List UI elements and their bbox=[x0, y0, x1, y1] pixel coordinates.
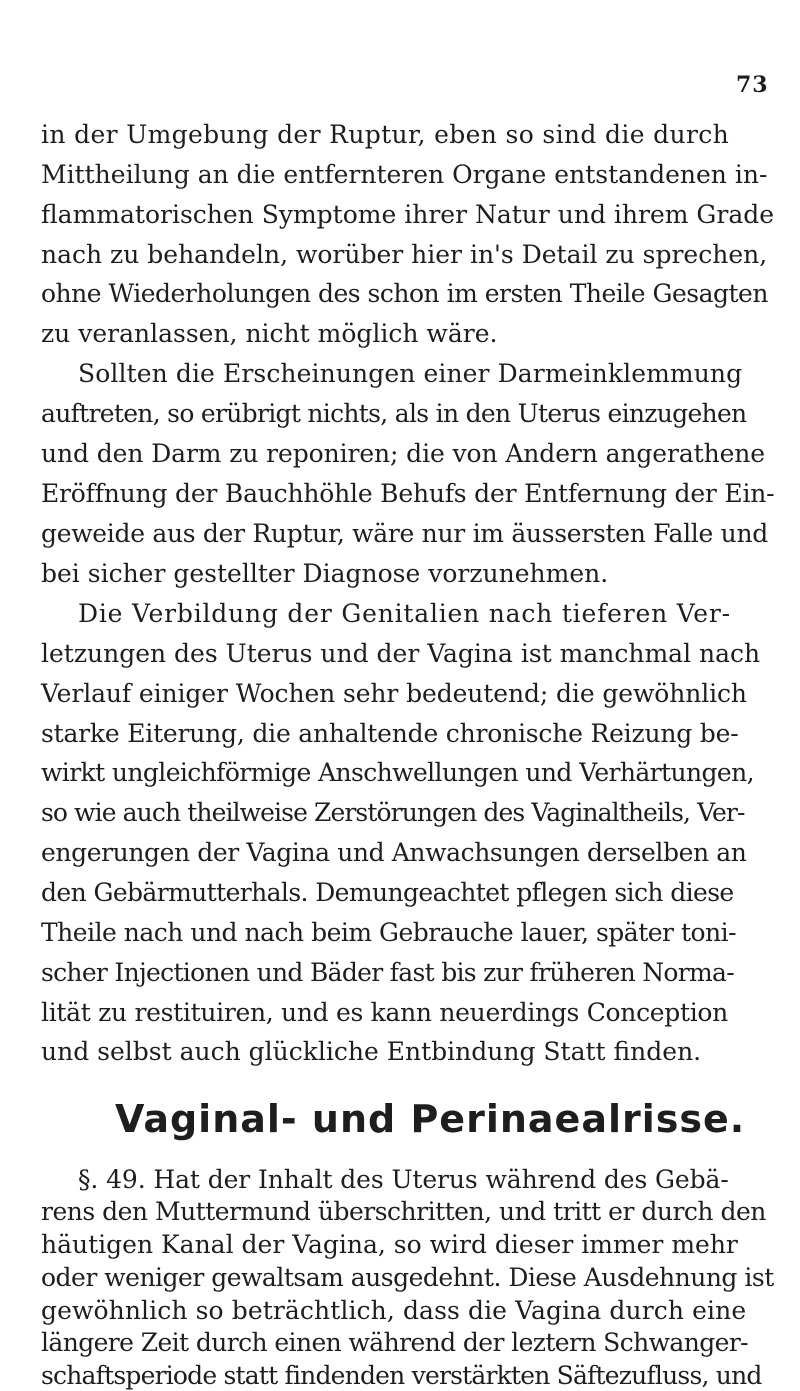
text-line: Eröffnung der Bauchhöhle Behufs der Entfernung der Ein- bbox=[41, 479, 775, 508]
text-line: so wie auch theilweise Zerstörungen des Vaginaltheils, Ver- bbox=[41, 798, 745, 827]
text-line: schaftsperiode statt findenden verstärkten Säftezufluss, und bbox=[41, 1361, 762, 1390]
page-number: 73 bbox=[736, 72, 769, 98]
text-line: starke Eiterung, die anhaltende chronische Reizung be- bbox=[41, 719, 739, 748]
text-line: in der Umgebung der Ruptur, eben so sind die durch bbox=[41, 120, 730, 149]
text-line: Theile nach und nach beim Gebrauche lauer, später toni- bbox=[41, 918, 737, 947]
text-line: §. 49. Hat der Inhalt des Uterus während des Gebä- bbox=[78, 1164, 729, 1194]
text-line: bei sicher gestellter Diagnose vorzunehmen. bbox=[41, 559, 609, 588]
text-line: Mittheilung an die entfernteren Organe entstandenen in- bbox=[41, 160, 768, 189]
text-line: lität zu restituiren, und es kann neuerdings Conception bbox=[41, 998, 728, 1027]
text-line: Verlauf einiger Wochen sehr bedeutend; die gewöhnlich bbox=[41, 679, 747, 708]
section-heading: Vaginal- und Perinaealrisse. bbox=[115, 1097, 746, 1141]
text-line: geweide aus der Ruptur, wäre nur im äussersten Falle und bbox=[41, 519, 768, 548]
text-line: nach zu behandeln, worüber hier in's Detail zu sprechen, bbox=[41, 240, 768, 269]
text-line: den Gebärmutterhals. Demungeachtet pflegen sich diese bbox=[41, 878, 734, 907]
text-line: wirkt ungleichförmige Anschwellungen und Verhärtungen, bbox=[41, 758, 754, 787]
text-line: Die Verbildung der Genitalien nach tieferen Ver- bbox=[78, 599, 731, 628]
text-line: oder weniger gewaltsam ausgedehnt. Diese Ausdehnung ist bbox=[41, 1262, 774, 1292]
text-line: zu veranlassen, nicht möglich wäre. bbox=[41, 319, 498, 348]
text-line: gewöhnlich so beträchtlich, dass die Vagina durch eine bbox=[41, 1295, 747, 1325]
text-line: auftreten, so erübrigt nichts, als in den Uterus einzugehen bbox=[41, 399, 747, 428]
text-line: letzungen des Uterus und der Vagina ist manchmal nach bbox=[41, 639, 761, 668]
text-line: und den Darm zu reponiren; die von Andern angerathene bbox=[41, 439, 765, 468]
text-line: ohne Wiederholungen des schon im ersten Theile Gesagten bbox=[41, 279, 768, 308]
text-line: häutigen Kanal der Vagina, so wird dieser immer mehr bbox=[41, 1230, 738, 1260]
text-line: flammatorischen Symptome ihrer Natur und ihrem Grade bbox=[41, 200, 775, 229]
text-line: längere Zeit durch einen während der leztern Schwanger- bbox=[41, 1328, 749, 1358]
text-line: Sollten die Erscheinungen einer Darmeinklemmung bbox=[78, 359, 743, 388]
text-line: engerungen der Vagina und Anwachsungen derselben an bbox=[41, 838, 747, 867]
text-line: rens den Muttermund überschritten, und tritt er durch den bbox=[41, 1197, 766, 1227]
text-line: und selbst auch glückliche Entbindung Statt finden. bbox=[41, 1037, 702, 1066]
text-line: scher Injectionen und Bäder fast bis zur früheren Norma- bbox=[41, 958, 734, 987]
